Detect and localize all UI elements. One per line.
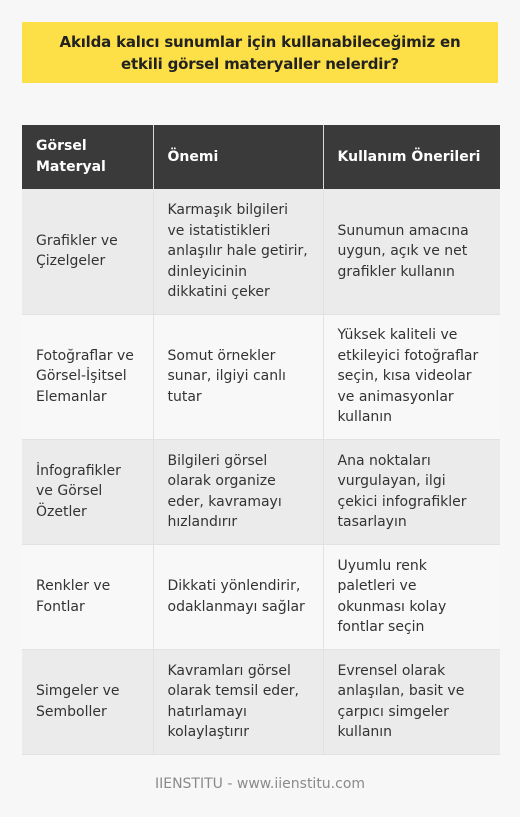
material-cell: Simgeler ve Semboller — [22, 649, 153, 754]
materials-table — [22, 125, 500, 755]
material-cell: İnfografikler ve Görsel Özetler — [22, 439, 153, 544]
suggestions-cell: Sunumun amacına uygun, açık ve net grafikler kullanın — [323, 189, 500, 314]
suggestions-cell: Ana noktaları vurgulayan, ilgi çekici infografikler tasarlayın — [323, 439, 500, 544]
importance-cell: Dikkati yönlendirir, odaklanmayı sağlar — [153, 544, 323, 649]
title-banner — [22, 22, 498, 83]
table-row — [22, 189, 500, 314]
material-cell: Fotoğraflar ve Görsel-İşitsel Elemanlar — [22, 314, 153, 439]
footer-credit: IIENSTITU - www.iienstitu.com — [154, 776, 366, 792]
page-title: Akılda kalıcı sunumlar için kullanabileceğimiz en etkili görsel materyaller nelerdir? — [59, 32, 461, 73]
importance-cell: Bilgileri görsel olarak organize eder, kavramayı hızlandırır — [153, 439, 323, 544]
suggestions-cell: Uyumlu renk paletleri ve okunması kolay fontlar seçin — [323, 544, 500, 649]
column-header-suggestions: Kullanım Önerileri — [323, 125, 500, 189]
importance-cell: Somut örnekler sunar, ilgiyi canlı tutar — [153, 314, 323, 439]
column-header-importance: Önemi — [153, 125, 323, 189]
importance-cell: Karmaşık bilgileri ve istatistikleri anlaşılır hale getirir, dinleyicinin dikkatini çeker — [153, 189, 323, 314]
table-row — [22, 314, 500, 439]
material-cell: Renkler ve Fontlar — [22, 544, 153, 649]
suggestions-cell: Yüksek kaliteli ve etkileyici fotoğraflar seçin, kısa videolar ve animasyonlar kullanın — [323, 314, 500, 439]
table-row — [22, 649, 500, 754]
table-header-row — [22, 125, 500, 189]
suggestions-cell: Evrensel olarak anlaşılan, basit ve çarpıcı simgeler kullanın — [323, 649, 500, 754]
table-row — [22, 439, 500, 544]
importance-cell: Kavramları görsel olarak temsil eder, hatırlamayı kolaylaştırır — [153, 649, 323, 754]
table-row — [22, 544, 500, 649]
material-cell: Grafikler ve Çizelgeler — [22, 189, 153, 314]
column-header-material: Görsel Materyal — [22, 125, 153, 189]
